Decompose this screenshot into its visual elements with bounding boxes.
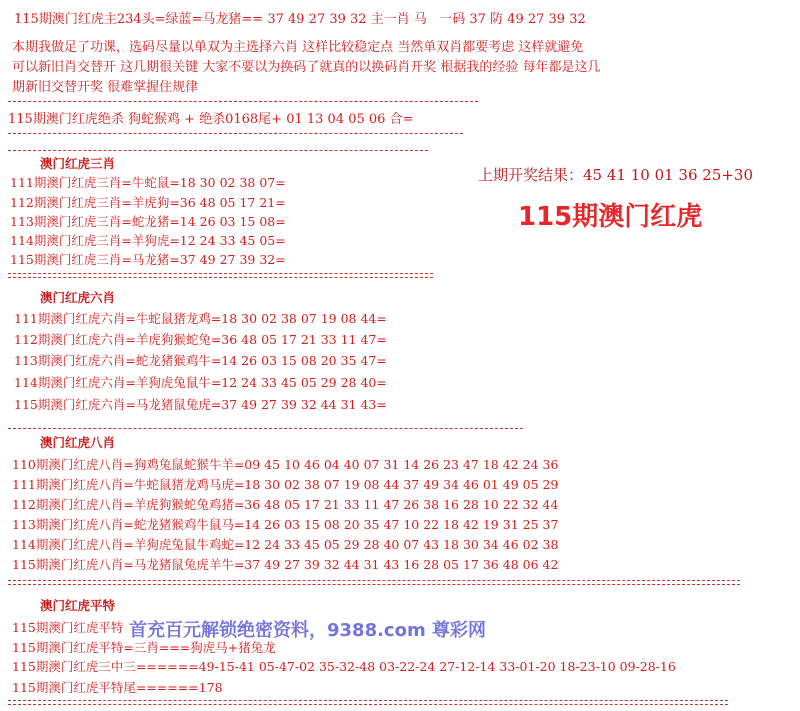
section-heading-eight: 澳门红虎八肖 bbox=[40, 435, 116, 450]
list-item: 113期澳门红虎六肖=蛇龙猪猴鸡牛=14 26 03 15 08 20 35 47= bbox=[14, 353, 387, 368]
list-item: 115期澳门红虎三肖=马龙猪=37 49 27 39 32= bbox=[10, 252, 286, 267]
divider bbox=[8, 133, 463, 134]
list-item: 113期澳门红虎三肖=蛇龙猪=14 26 03 15 08= bbox=[10, 214, 286, 229]
note-line-1: 本期我做足了功课，选码尽量以单双为主选择六肖 这样比较稳定点 当然单双肖都要考虑 这样就避免 bbox=[12, 40, 584, 55]
list-item: 115期澳门红虎三中三======49-15-41 05-47-02 35-32-48 03-22-24 27-12-14 33-01-20 18-23-10 09-28-16 bbox=[12, 659, 676, 674]
list-item: 114期澳门红虎三肖=羊狗虎=12 24 33 45 05= bbox=[10, 233, 286, 248]
divider bbox=[8, 428, 523, 429]
divider bbox=[8, 580, 740, 585]
list-item: 112期澳门红虎八肖=羊虎狗猴蛇兔鸡猪=36 48 05 17 21 33 11 47 26 38 16 28 10 22 32 44 bbox=[12, 497, 559, 512]
divider bbox=[8, 700, 728, 705]
list-item: 114期澳门红虎八肖=羊狗虎兔鼠牛鸡蛇=12 24 33 45 05 29 28 40 07 43 18 30 34 46 02 38 bbox=[12, 537, 559, 552]
list-item: 113期澳门红虎八肖=蛇龙猪猴鸡牛鼠马=14 26 03 15 08 20 35 47 10 22 18 42 19 31 25 37 bbox=[12, 517, 559, 532]
section-heading-six: 澳门红虎六肖 bbox=[40, 290, 116, 305]
list-item: 115期澳门红虎八肖=马龙猪鼠兔虎羊牛=37 49 27 39 32 44 31 43 16 28 05 17 36 48 06 42 bbox=[12, 557, 559, 572]
watermark-banner: 首充百元解锁绝密资料，9388.com 尊彩网 bbox=[129, 620, 486, 641]
list-item: 112期澳门红虎六肖=羊虎狗猴蛇兔=36 48 05 17 21 33 11 47= bbox=[14, 332, 387, 347]
list-item: 115期澳门红虎平特尾======178 bbox=[12, 680, 223, 695]
note-line-3: 期新旧交替开奖 很难掌握住规律 bbox=[12, 80, 199, 95]
list-item: 112期澳门红虎三肖=羊虎狗=36 48 05 17 21= bbox=[10, 195, 286, 210]
header-main-line: 115期澳门红虎主234头=绿蓝=马龙猪== 37 49 27 39 32 主一肖 马 一码 37 防 49 27 39 32 bbox=[14, 12, 586, 27]
divider bbox=[8, 101, 478, 102]
list-item: 115期澳门红虎六肖=马龙猪鼠兔虎=37 49 27 39 32 44 31 43= bbox=[14, 397, 387, 412]
section-heading-three: 澳门红虎三肖 bbox=[40, 156, 116, 171]
kill-line: 115期澳门红虎绝杀 狗蛇猴鸡 + 绝杀0168尾+ 01 13 04 05 06 合= bbox=[8, 112, 414, 127]
divider bbox=[8, 150, 428, 151]
issue-title: 115期澳门红虎 bbox=[518, 202, 703, 232]
list-item: 111期澳门红虎八肖=牛蛇鼠猪龙鸡马虎=18 30 02 38 07 19 08 44 37 49 34 46 01 49 05 29 bbox=[12, 477, 559, 492]
list-item: 115期澳门红虎平特 bbox=[12, 620, 124, 635]
divider bbox=[8, 273, 433, 278]
note-line-2: 可以新旧肖交替开 这几期很关键 大家不要以为换码了就真的以换码肖开奖 根据我的经验 每年都是这几 bbox=[12, 60, 601, 75]
list-item: 110期澳门红虎八肖=狗鸡兔鼠蛇猴牛羊=09 45 10 46 04 40 07 31 14 26 23 47 18 42 24 36 bbox=[12, 457, 559, 472]
list-item: 114期澳门红虎六肖=羊狗虎兔鼠牛=12 24 33 45 05 29 28 40= bbox=[14, 375, 387, 390]
last-draw-result: 上期开奖结果：45 41 10 01 36 25+30 bbox=[478, 166, 754, 184]
section-heading-pingte: 澳门红虎平特 bbox=[40, 598, 116, 613]
list-item: 111期澳门红虎六肖=牛蛇鼠猪龙鸡=18 30 02 38 07 19 08 44= bbox=[14, 311, 387, 326]
list-item: 115期澳门红虎平特=三肖===狗虎马+猪兔龙 bbox=[12, 640, 276, 655]
list-item: 111期澳门红虎三肖=牛蛇鼠=18 30 02 38 07= bbox=[10, 175, 286, 190]
